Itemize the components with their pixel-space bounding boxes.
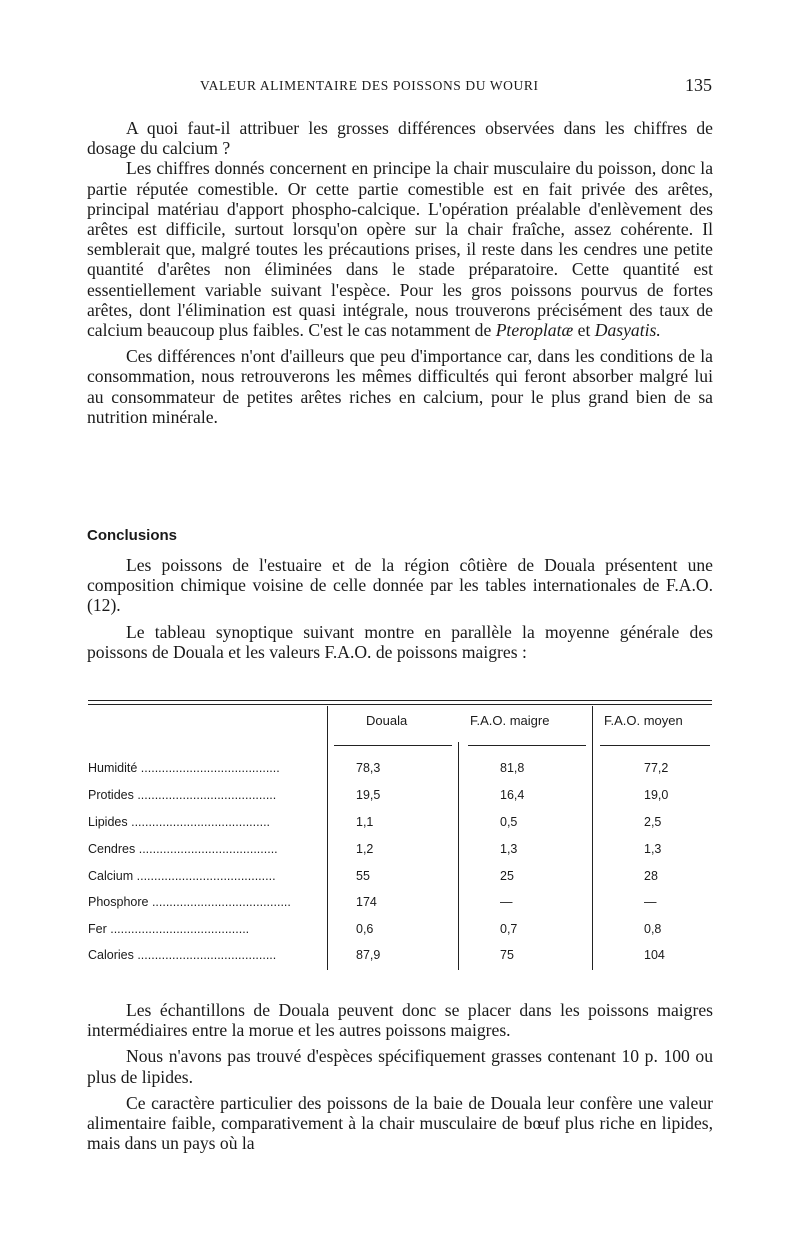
row-label: Phosphore ........................................ bbox=[88, 895, 291, 909]
cell-fao-moyen: 104 bbox=[644, 948, 665, 962]
column-header-fao-moyen: F.A.O. moyen bbox=[604, 713, 683, 728]
cell-douala: 19,5 bbox=[356, 788, 381, 802]
cell-fao-moyen: 77,2 bbox=[644, 761, 669, 775]
row-label: Calcium ........................................ bbox=[88, 869, 276, 883]
paragraph: Les chiffres donnés concernent en principe la chair musculaire du poisson, donc la partie réputée comestible. Or cette partie comestible est en fait privée des arêtes, principal matériau d'apport phospho-calcique. L'opération préalable d'enlèvement des arêtes est difficile, surtout lorsqu'on opère sur la chair fraîche, assez cohérente. Il semblerait que, malgré toutes les précautions prises, il reste dans les cendres une petite quantité d'arêtes non éliminées dans le stade préparatoire. Cette quantité est essentiellement variable suivant l'espèce. Pour les gros poissons pourvus de fortes arêtes, dont l'élimination est quasi intégrale, nous trouverons précisément des taux de calcium beaucoup plus faibles. C'est le cas notamment de Pteroplatæ et Dasyatis. bbox=[87, 158, 713, 341]
section-heading: Conclusions bbox=[87, 527, 178, 544]
body-text-bottom bbox=[87, 1000, 713, 1153]
cell-fao-moyen: 19,0 bbox=[644, 788, 669, 802]
paragraph: Les échantillons de Douala peuvent donc se placer dans les poissons maigres intermédiaires entre la morue et les autres poissons maigres. bbox=[87, 1000, 713, 1041]
cell-douala: 0,6 bbox=[356, 922, 374, 936]
cell-fao-maigre: — bbox=[500, 895, 513, 909]
cell-fao-maigre: 75 bbox=[500, 948, 514, 962]
row-label: Lipides ........................................ bbox=[88, 815, 271, 829]
table-row bbox=[88, 842, 712, 862]
running-header bbox=[200, 75, 712, 95]
cell-douala: 87,9 bbox=[356, 948, 381, 962]
paragraph: Nous n'avons pas trouvé d'espèces spécifiquement grasses contenant 10 p. 100 ou plus de lipides. bbox=[87, 1046, 713, 1087]
table-row bbox=[88, 869, 712, 889]
cell-fao-moyen: 28 bbox=[644, 869, 658, 883]
column-rule bbox=[334, 745, 452, 746]
page-number: 135 bbox=[685, 75, 712, 95]
column-header-fao-maigre: F.A.O. maigre bbox=[470, 713, 550, 728]
row-label: Humidité ........................................ bbox=[88, 761, 280, 775]
cell-douala: 1,2 bbox=[356, 842, 374, 856]
table-row bbox=[88, 761, 712, 781]
table-top-rule bbox=[88, 704, 712, 705]
genus-name: Pteroplatæ bbox=[495, 320, 574, 341]
cell-fao-maigre: 0,5 bbox=[500, 815, 518, 829]
column-header-douala: Douala bbox=[366, 713, 408, 728]
table-top-rule bbox=[88, 700, 712, 701]
cell-fao-maigre: 25 bbox=[500, 869, 514, 883]
cell-fao-moyen: — bbox=[644, 895, 657, 909]
paragraph: Ces différences n'ont d'ailleurs que peu d'importance car, dans les conditions de la consommation, nous retrouverons les mêmes difficultés qui feront absorber malgré lui au consommateur de petites arêtes riches en calcium, pour le plus grand bien de sa nutrition minérale. bbox=[87, 346, 713, 427]
paragraph: Les poissons de l'estuaire et de la région côtière de Douala présentent une composition chimique voisine de celle donnée par les tables internationales de F.A.O. (12). bbox=[87, 555, 713, 616]
running-title: VALEUR ALIMENTAIRE DES POISSONS DU WOURI bbox=[200, 78, 539, 93]
row-label: Fer ........................................ bbox=[88, 922, 250, 936]
table-row bbox=[88, 922, 712, 942]
paragraph: Le tableau synoptique suivant montre en parallèle la moyenne générale des poissons de Douala et les valeurs F.A.O. de poissons maigres : bbox=[87, 621, 713, 662]
row-label: Calories ........................................ bbox=[88, 948, 277, 962]
column-rule bbox=[600, 745, 710, 746]
cell-douala: 1,1 bbox=[356, 815, 374, 829]
cell-fao-maigre: 81,8 bbox=[500, 761, 525, 775]
paragraph: Ce caractère particulier des poissons de la baie de Douala leur confère une valeur alimentaire faible, comparativement à la chair musculaire de bœuf plus riche en lipides, mais dans un pays où la bbox=[87, 1092, 713, 1154]
genus-name: Dasyatis. bbox=[594, 320, 661, 341]
table-row bbox=[88, 895, 712, 915]
cell-fao-maigre: 16,4 bbox=[500, 788, 525, 802]
paragraph: A quoi faut-il attribuer les grosses différences observées dans les chiffres de dosage du calcium ? bbox=[87, 118, 713, 159]
body-text-top bbox=[87, 118, 713, 427]
row-label: Cendres ........................................ bbox=[88, 842, 278, 856]
column-rule bbox=[468, 745, 586, 746]
cell-fao-moyen: 0,8 bbox=[644, 922, 662, 936]
cell-douala: 55 bbox=[356, 869, 370, 883]
cell-fao-maigre: 1,3 bbox=[500, 842, 518, 856]
table-row bbox=[88, 815, 712, 835]
row-label: Protides ........................................ bbox=[88, 788, 277, 802]
conclusions-text bbox=[87, 555, 713, 662]
cell-douala: 174 bbox=[356, 895, 377, 909]
cell-fao-moyen: 2,5 bbox=[644, 815, 662, 829]
cell-douala: 78,3 bbox=[356, 761, 381, 775]
cell-fao-moyen: 1,3 bbox=[644, 842, 662, 856]
table-row bbox=[88, 788, 712, 808]
table-row bbox=[88, 948, 712, 968]
cell-fao-maigre: 0,7 bbox=[500, 922, 518, 936]
